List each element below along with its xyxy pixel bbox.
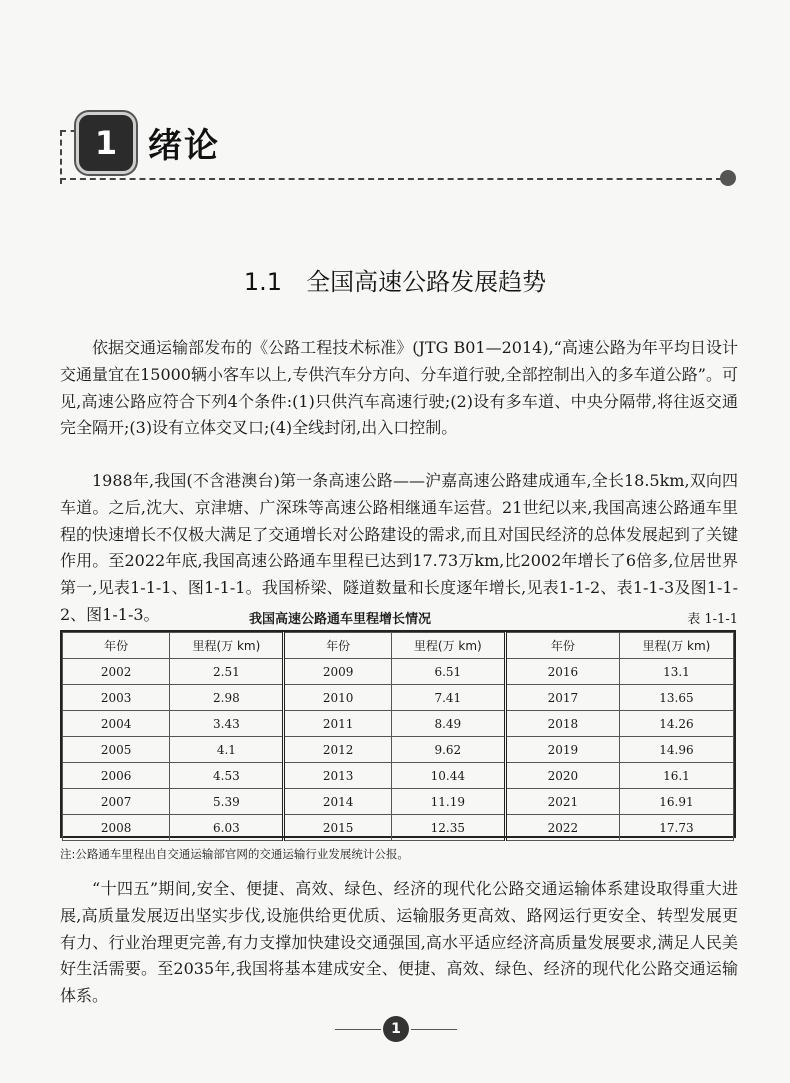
table-row [63,685,734,711]
table-row [63,711,734,737]
header-mileage: 里程(万 km) [619,633,733,659]
year-cell: 2002 [63,659,170,685]
table-row [63,815,734,841]
table-row [63,659,734,685]
year-cell: 2021 [505,789,619,815]
chapter-rule-dot [720,170,736,186]
header-year: 年份 [63,633,170,659]
year-cell: 2017 [505,685,619,711]
year-cell: 2011 [284,711,391,737]
paragraph-history: 1988年,我国(不含港澳台)第一条高速公路——沪嘉高速公路建成通车,全长18.5km,双向四车道。之后,沈大、京津塘、广深珠等高速公路相继通车运营。21世纪以来,我国高速公路通车里程的快速增长不仅极大满足了交通增长对公路建设的需求,而且对国民经济的总体发展起到了关键作用。至2022年底,我国高速公路通车里程已达到17.73万km,比2002年增长了6倍多,位居世界第一,见表1-1-1、图1-1-1。我国桥梁、隧道数量和长度逐年增长,见表1-1-2、表1-1-3及图1-1-2、图1-1-3。 [60,471,738,624]
header-year: 年份 [505,633,619,659]
mileage-cell: 10.44 [391,763,505,789]
chapter-number-badge: 1 [76,112,136,174]
year-cell: 2006 [63,763,170,789]
year-cell: 2018 [505,711,619,737]
table-row [63,789,734,815]
year-cell: 2009 [284,659,391,685]
chapter-header [60,112,740,192]
mileage-cell: 6.03 [170,815,284,841]
year-cell: 2014 [284,789,391,815]
year-cell: 2015 [284,815,391,841]
page-number: 1 [383,1016,409,1042]
mileage-cell: 2.51 [170,659,284,685]
mileage-cell: 2.98 [170,685,284,711]
year-cell: 2008 [63,815,170,841]
page-number-rule-right [411,1029,457,1030]
table-note: 注:公路通车里程出自交通运输部官网的交通运输行业发展统计公报。 [60,847,409,861]
table-row [63,763,734,789]
mileage-cell: 16.91 [619,789,733,815]
mileage-cell: 6.51 [391,659,505,685]
mileage-cell: 7.41 [391,685,505,711]
year-cell: 2007 [63,789,170,815]
mileage-table [60,630,736,838]
table-header-row [63,633,734,659]
chapter-title: 绪论 [148,126,220,166]
chapter-dashed-rule [60,178,722,180]
year-cell: 2022 [505,815,619,841]
mileage-cell: 13.1 [619,659,733,685]
header-mileage: 里程(万 km) [170,633,284,659]
mileage-cell: 8.49 [391,711,505,737]
table-row [63,737,734,763]
mileage-cell: 4.1 [170,737,284,763]
mileage-cell: 14.96 [619,737,733,763]
year-cell: 2013 [284,763,391,789]
mileage-cell: 16.1 [619,763,733,789]
header-mileage: 里程(万 km) [391,633,505,659]
mileage-cell: 3.43 [170,711,284,737]
year-cell: 2016 [505,659,619,685]
table-title: 我国高速公路通车里程增长情况 [248,612,431,627]
mileage-cell: 5.39 [170,789,284,815]
section-heading [0,262,790,297]
mileage-cell: 12.35 [391,815,505,841]
year-cell: 2020 [505,763,619,789]
section-number: 1.1 [243,268,283,296]
mileage-cell: 11.19 [391,789,505,815]
mileage-cell: 13.65 [619,685,733,711]
year-cell: 2003 [63,685,170,711]
mileage-cell: 4.53 [170,763,284,789]
year-cell: 2019 [505,737,619,763]
year-cell: 2005 [63,737,170,763]
paragraph-outlook: “十四五”期间,安全、便捷、高效、绿色、经济的现代化公路交通运输体系建设取得重大进展,高质量发展迈出坚实步伐,设施供给更优质、运输服务更高效、路网运行更安全、转型发展更有力、行业治理更完善,有力支撑加快建设交通强国,高水平适应经济高质量发展要求,满足人民美好生活需要。至2035年,我国将基本建成安全、便捷、高效、绿色、经济的现代化公路交通运输体系。 [60,879,738,1006]
mileage-cell: 14.26 [619,711,733,737]
table-caption [60,606,738,628]
table-number: 表 1-1-1 [687,612,738,627]
section-title: 全国高速公路发展趋势 [306,268,547,296]
year-cell: 2012 [284,737,391,763]
page-number-rule-left [335,1029,381,1030]
header-year: 年份 [284,633,391,659]
mileage-cell: 9.62 [391,737,505,763]
mileage-cell: 17.73 [619,815,733,841]
year-cell: 2010 [284,685,391,711]
paragraph-standard-definition: 依据交通运输部发布的《公路工程技术标准》(JTG B01—2014),“高速公路为年平均日设计交通量宜在15000辆小客车以上,专供汽车分方向、分车道行驶,全部控制出入的多车道公路”。可见,高速公路应符合下列4个条件:(1)只供汽车高速行驶;(2)设有多车道、中央分隔带,将往返交通完全隔开;(3)设有立体交叉口;(4)全线封闭,出入口控制。 [60,338,738,438]
year-cell: 2004 [63,711,170,737]
